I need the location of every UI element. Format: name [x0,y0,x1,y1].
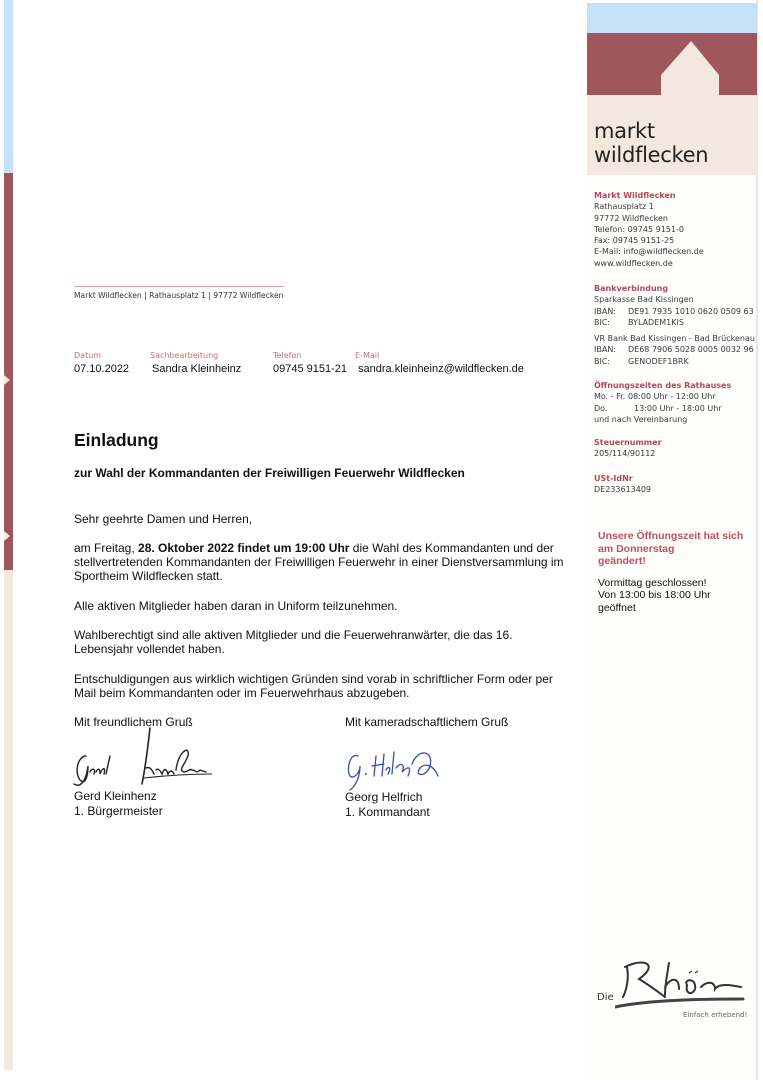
rhoen-script-icon [615,955,755,1010]
signature-helfrich-icon [342,742,452,792]
bank-heading: Bankverbindung [594,284,669,293]
notice-headline-3: geändert! [598,555,646,567]
letter-title: Einladung [74,430,159,450]
contact-heading: Markt Wildflecken [594,191,676,200]
fold-mark [4,375,10,385]
rhoen-prefix: Die [597,992,614,1003]
tax-heading: Steuernummer [594,438,662,447]
bank1-iban: DE91 7935 1010 0620 0509 63 [628,306,754,316]
paragraph-4: Entschuldigungen aus wirklich wichtigen Gründen sind vorab in schriftlicher Form oder per Mail beim Kommandanten oder im Feuerwehrhaus abzugeben. [74,672,553,700]
notice-line-2: Von 13:00 bis 18:00 Uhr [598,589,711,601]
vat-heading: USt-IdNr [594,474,633,483]
contact-phone: Telefon: 09745 9151-0 [594,224,684,234]
left-signer-name: Gerd Kleinhenz [74,789,157,803]
paragraph-2: Alle aktiven Mitglieder haben daran in Uniform teilzunehmen. [74,599,398,613]
date-value: 07.10.2022 [74,363,130,375]
hours-row1-day: Mo. - Fr. [594,392,626,402]
p1-post: die Wahl des Kommandanten und der stellvertretenden Kommandanten der Freiwilligen Feuerwehr in einer Dienstversammlung im Sportheim Wildflecken statt. [74,541,564,583]
left-strip-blue [4,0,13,173]
vat-block [594,473,754,496]
date-label: Datum [74,351,102,360]
rhoen-tagline: Einfach erhebend! [683,1011,748,1019]
bank2-iban-label: IBAN: [594,345,616,355]
contact-city: 97772 Wildflecken [594,213,668,223]
notice-headline-2: am Donnerstag [598,542,675,555]
right-signer-name: Georg Helfrich [345,790,423,804]
left-strip-beige [4,570,13,1070]
hours-heading: Öffnungszeiten des Rathauses [594,381,732,390]
tax-value: 205/114/90112 [594,449,656,459]
clerk-value: Sandra Kleinheinz [152,363,242,375]
hours-row2-time: 13:00 Uhr - 18:00 Uhr [634,403,722,413]
opening-hours-block [594,380,754,425]
bank2-iban: DE68 7906 5028 0005 0032 96 [628,345,754,355]
left-closing: Mit freundlichem Gruß [74,715,193,729]
bank2-bic: GENODEF1BRK [628,356,689,366]
p1-date-time: 28. Oktober 2022 findet um 19:00 Uhr [138,541,350,555]
opening-hours-notice [598,530,748,614]
die-rhoen-logo [595,955,755,1025]
signature-kleinhenz-icon [66,726,216,788]
contact-address: Rathausplatz 1 [594,202,654,212]
fold-mark [4,531,10,541]
logo-wordmark [594,119,708,167]
hours-row2-day: Do. [594,403,608,413]
paragraph-1 [74,541,569,583]
hours-row1-time: 08:00 Uhr - 12:00 Uhr [628,392,716,402]
sender-address-line: Markt Wildflecken | Rathausplatz 1 | 97772 Wildflecken [74,291,284,300]
left-signer-role: 1. Bürgermeister [74,804,163,818]
email-label: E-Mail [355,351,380,360]
vat-value: DE233613409 [594,485,652,495]
clerk-label: Sachbearbeitung [150,351,219,360]
bank2-bic-label: BIC: [594,356,611,366]
logo-line-2: wildflecken [594,143,709,167]
bank1-iban-label: IBAN: [594,306,616,316]
notice-line-1: Vormittag geschlossen! [598,576,707,589]
tax-block [594,437,754,460]
contact-fax: Fax: 09745 9151-25 [594,236,675,246]
contact-email[interactable]: E-Mail: info@wildflecken.de [594,247,704,257]
notice-headline-1: Unsere Öffnungszeit hat sich [598,530,744,542]
contact-website[interactable]: www.wildflecken.de [594,258,673,268]
hours-note: und nach Vereinbarung [594,414,688,424]
letter-subtitle: zur Wahl der Kommandanten der Freiwilligen Feuerwehr Wildflecken [74,466,465,480]
bank-block [594,283,756,367]
bank2-name: VR Bank Bad Kissingen - Bad Brückenau [594,334,755,344]
right-closing: Mit kameradschaftlichem Gruß [345,715,509,729]
email-value[interactable]: sandra.kleinheinz@wildflecken.de [358,363,524,375]
bank1-name: Sparkasse Bad Kissingen [594,295,694,305]
paragraph-3: Wahlberechtigt sind alle aktiven Mitglieder und die Feuerwehranwärter, die das 16. Lebensjahr vollendet haben. [74,628,513,656]
logo-line-1: markt [594,119,655,143]
notice-line-3: geöffnet [598,601,636,614]
phone-value: 09745 9151-21 [273,363,348,375]
salutation: Sehr geehrte Damen und Herren, [74,512,253,526]
markt-wildflecken-logo [587,3,757,175]
bank1-bic-label: BIC: [594,317,611,327]
right-signer-role: 1. Kommandant [345,805,430,819]
p1-pre: am Freitag, [74,541,139,555]
sender-rule [74,286,284,287]
bank1-bic: BYLADEM1KIS [628,317,684,327]
contact-block [594,190,754,269]
left-strip-red [4,173,13,570]
phone-label: Telefon [273,351,302,360]
